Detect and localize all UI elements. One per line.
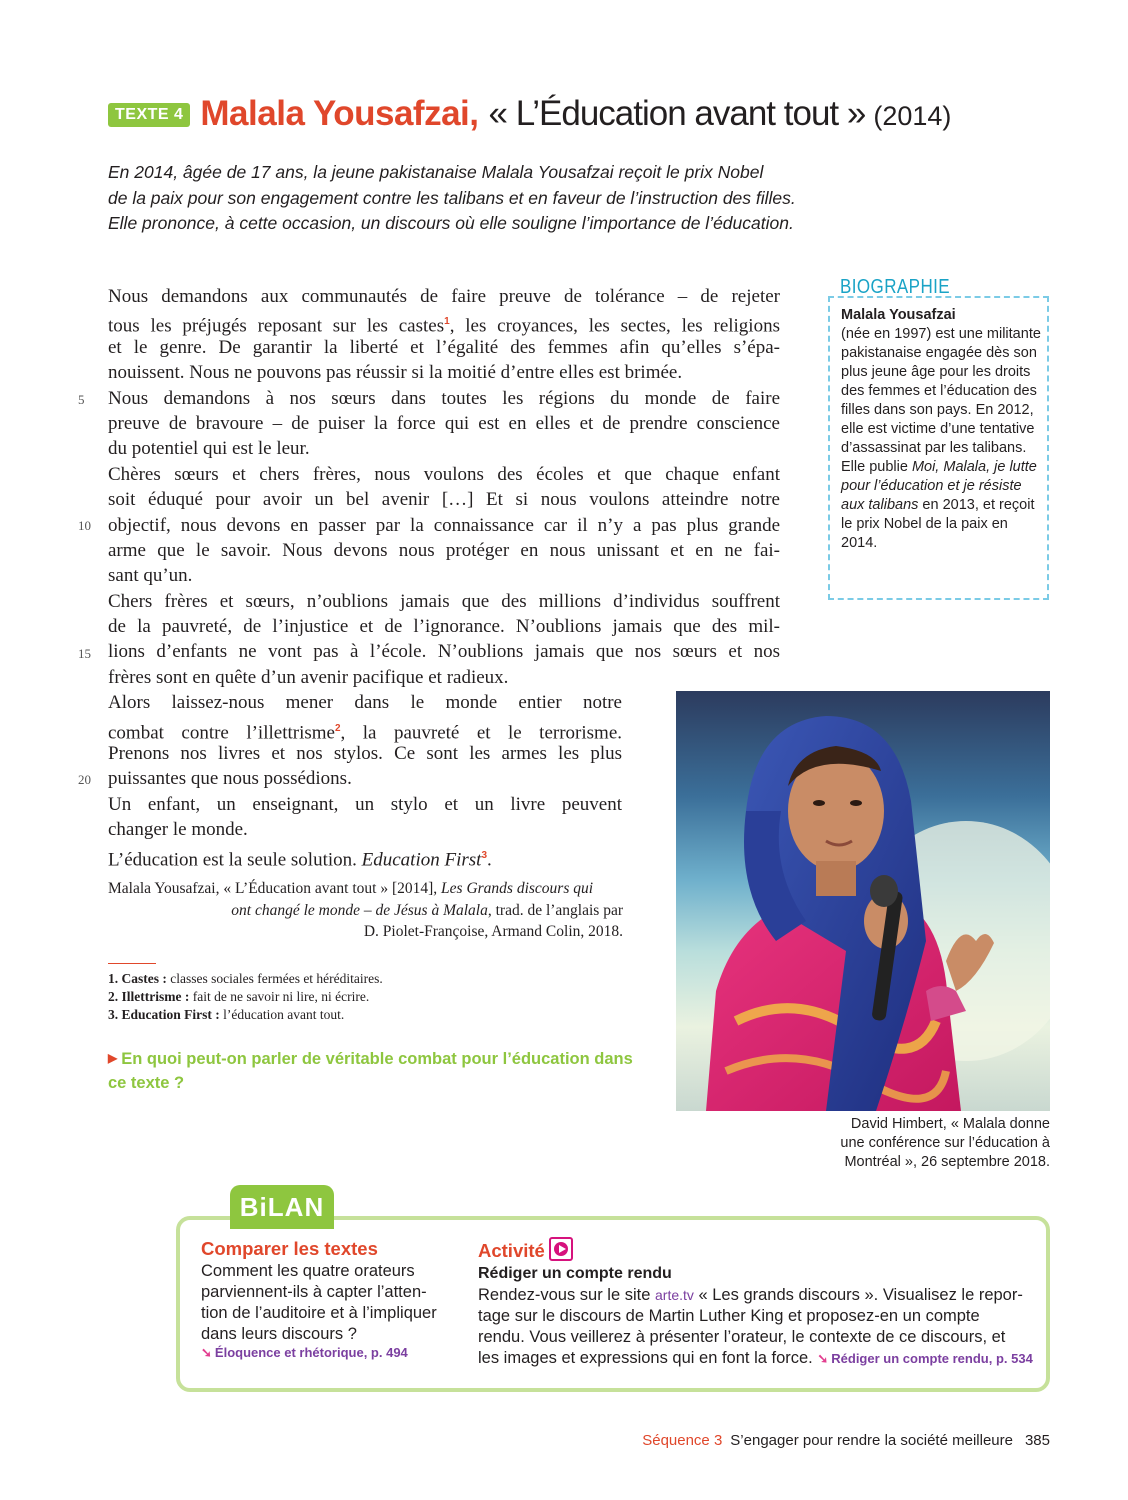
texte-badge: TEXTE 4 xyxy=(108,103,190,127)
text-line: frères sont en quête d’un avenir pacifique et radieux. xyxy=(108,666,509,688)
text-line: sant qu’un. xyxy=(108,565,193,587)
text-line: objectif, nous devons en passer par la connaissance car il n’y a pas plus grande xyxy=(108,514,780,536)
video-play-icon[interactable] xyxy=(549,1237,573,1261)
intro-line: Elle prononce, à cette occasion, un discours où elle souligne l’importance de l’éducation. xyxy=(108,213,794,233)
page-footer xyxy=(642,1432,1050,1449)
text-line: changer le monde. xyxy=(108,819,248,841)
footnote-mark[interactable]: 2 xyxy=(334,722,341,734)
compare-question: Comment les quatre orateurs parviennent-ils à capter l’atten- tion de l’auditoire et à l’impliquer dans leurs discours ? xyxy=(201,1262,437,1343)
text-line: Alors laissez-nous mener dans le monde entier notre xyxy=(108,692,622,714)
activity-title: Activité xyxy=(478,1237,1026,1263)
text-line: nouissent. Nous ne pouvons pas réussir si la moitié d’entre elles est brimée. xyxy=(108,362,683,384)
footnote-mark[interactable]: 3 xyxy=(481,849,488,861)
text-line: Chères sœurs et chers frères, nous voulons des écoles et que chaque enfant xyxy=(108,463,780,485)
biography-title: BIOGRAPHIE xyxy=(840,276,951,298)
text-line: de la pauvreté, de l’injustice et de l’ignorance. N’oublions jamais que des mil- xyxy=(108,616,780,638)
bilan-activity-column xyxy=(478,1237,1033,1369)
footnote-mark[interactable]: 1 xyxy=(444,316,450,328)
title-work: « L’Éducation avant tout » xyxy=(488,94,866,133)
intro-line: En 2014, âgée de 17 ans, la jeune pakistanaise Malala Yousafzai reçoit le prix Nobel xyxy=(108,162,764,182)
eloquence-reference-link[interactable]: ➘ Éloquence et rhétorique, p. 494 xyxy=(201,1345,408,1360)
book-title: Moi, Malala, je lutte pour l’éducation et je résiste aux talibans xyxy=(841,459,1037,513)
text-line: preuve de bravoure – de puiser la force qui est en elles et de prendre conscience xyxy=(108,412,780,434)
page-number: 385 xyxy=(1024,1432,1050,1449)
text-line: lions d’enfants ne vont pas à l’école. N’oublions jamais que nos sœurs et nos xyxy=(108,641,780,663)
line-number: 5 xyxy=(78,392,85,407)
text-line: du potentiel qui est le leur. xyxy=(108,438,310,460)
arrow-down-right-icon: ➘ xyxy=(201,1345,212,1360)
text-line: soit éduqué pour avoir un bel avenir […] Et si nous voulons atteindre notre xyxy=(108,489,780,511)
text-line: Chers frères et sœurs, n’oublions jamais que des millions d’individus souffrent xyxy=(108,590,780,612)
footnotes xyxy=(108,970,383,1024)
sequence-title: S’engager pour rendre la société meilleure xyxy=(730,1432,1013,1449)
line-number: 10 xyxy=(78,518,91,533)
text-line: combat contre l’illettrisme$^2$, la pauvreté et le terrorisme. xyxy=(108,721,622,743)
text-line: puissantes que nous possédions. xyxy=(108,768,352,790)
bilan-compare-column xyxy=(201,1237,463,1361)
compte-rendu-reference-link[interactable]: ➘ Rédiger un compte rendu, p. 534 xyxy=(817,1351,1033,1366)
footnote: 1. Castes : classes sociales fermées et héréditaires. xyxy=(108,971,383,986)
text-line: tous les préjugés reposant sur les castes$^1$, les croyances, les sectes, les religions xyxy=(108,315,780,337)
photo-illustration xyxy=(676,691,1050,1111)
biography-text: Malala Yousafzai (née en 1997) est une militante pakistanaise engagée dès son plus jeune âge pour les droits des femmes et l’éducation des filles dans son pays. En 2012, elle est victime d’une tentative d’assassinat par les talibans. Elle publie Moi, Malala, je lutte pour l’éducation et je résiste aux talibans en 2013, et reçoit le prix Nobel de la paix en 2014. xyxy=(841,307,1041,551)
activity-instructions: Rendez-vous sur le site arte.tv « Les grands discours ». Visualisez le repor- tage sur le discours de Martin Luther King et proposez-en un compte rendu. Vous veillerez à présenter l’orateur, le contexte de ce discours, et les images et expressions qui en font la force. ➘ Rédiger un compte rendu, p. 534 xyxy=(478,1286,1033,1367)
title-year: (2014) xyxy=(873,101,952,131)
footnote: 3. Education First : l’éducation avant tout. xyxy=(108,1007,345,1022)
sequence-label: Séquence 3 xyxy=(642,1432,723,1449)
footnote-divider xyxy=(108,963,156,964)
title-author: Malala Yousafzai, xyxy=(200,94,479,133)
text-line: L’éducation est la seule solution. Education First$^3$. xyxy=(108,848,492,870)
text-line: arme que le savoir. Nous devons nous protéger en nous unissant et en ne fai- xyxy=(108,539,780,561)
text-line: Nous demandons aux communautés de faire preuve de tolérance – de rejeter xyxy=(108,286,780,307)
bilan-tab: BiLAN xyxy=(230,1185,334,1229)
biography-name: Malala Yousafzai xyxy=(841,307,956,323)
text-line: et le genre. De garantir la liberté et l’égalité des femmes afin qu’elles s’épa- xyxy=(108,336,780,358)
text-line: Prenons nos livres et nos stylos. Ce sont les armes les plus xyxy=(108,743,622,765)
text-line: Un enfant, un enseignant, un stylo et un livre peuvent xyxy=(108,793,622,815)
line-number: 20 xyxy=(78,772,91,787)
photo-caption: David Himbert, « Malala donne une conférence sur l’éducation à Montréal », 26 septembre 2018. xyxy=(840,1116,1050,1170)
activity-subtitle: Rédiger un compte rendu xyxy=(478,1265,672,1282)
line-number: 15 xyxy=(78,646,91,661)
triangle-right-icon: ▶ xyxy=(108,1051,118,1065)
study-question: ▶ En quoi peut-on parler de véritable combat pour l’éducation dans ce texte ? xyxy=(108,1050,633,1092)
compare-title: Comparer les textes xyxy=(201,1238,378,1259)
source-citation: Malala Yousafzai, « L’Éducation avant tout » [2014], Les Grands discours qui ont changé le monde – de Jésus à Malala, trad. de l’anglais par D. Piolet-Françoise, Armand Colin, 2018. xyxy=(108,880,623,940)
arte-link[interactable]: arte.tv xyxy=(655,1287,694,1303)
title-row xyxy=(108,94,1088,134)
text-line: Nous demandons à nos sœurs dans toutes les régions du monde de faire xyxy=(108,387,780,409)
intro-paragraph xyxy=(108,160,888,237)
malala-photo xyxy=(676,691,1050,1111)
footnote: 2. Illettrisme : fait de ne savoir ni lire, ni écrire. xyxy=(108,989,370,1004)
arrow-down-right-icon: ➘ xyxy=(817,1351,829,1366)
intro-line: de la paix pour son engagement contre les talibans et en faveur de l’instruction des filles. xyxy=(108,187,796,208)
